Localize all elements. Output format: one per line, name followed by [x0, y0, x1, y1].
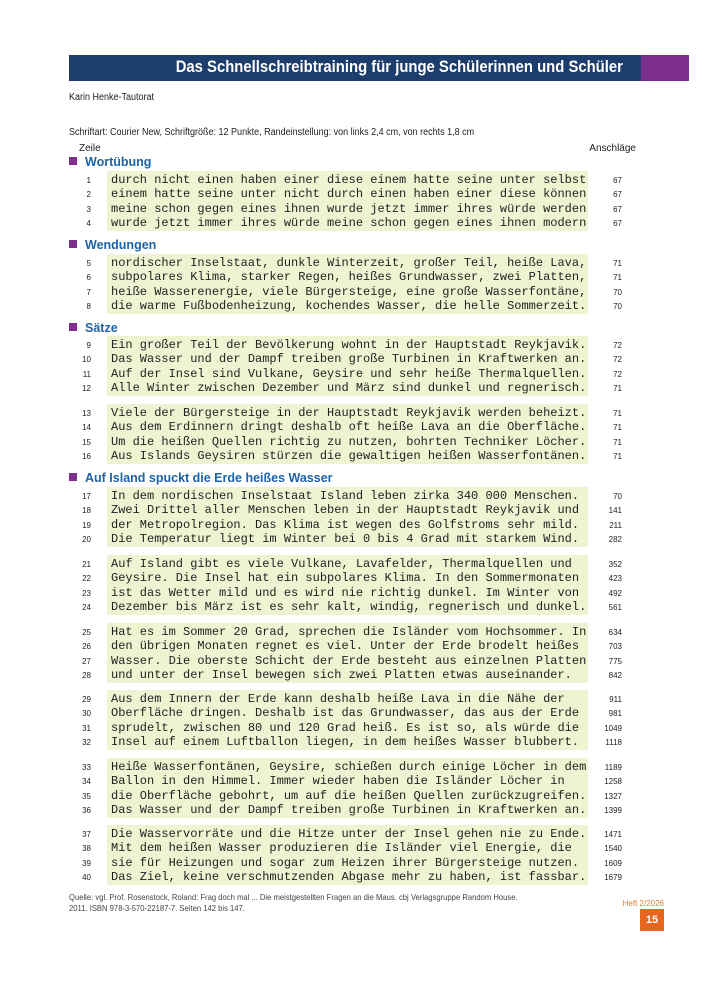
source-line-1: Quelle: vgl. Prof. Rosenstock, Roland: Frag doch mal ... Die meistgestellten Fragen an die Maus. cbj Verlagsgruppe Random House.: [69, 892, 518, 902]
stroke-count: 1540: [604, 844, 622, 854]
source-citation: [69, 892, 518, 914]
line-number: 24: [82, 602, 91, 612]
line-text: einem hatte seine unter nicht durch einen haben einer diese können: [111, 187, 587, 202]
exercise-line: [0, 668, 720, 682]
exercise-line: [0, 187, 720, 201]
stroke-count: 1399: [604, 805, 622, 815]
exercise-line: [0, 654, 720, 668]
stroke-count: 1471: [604, 830, 622, 839]
line-number: 7: [86, 287, 91, 297]
line-number: 5: [86, 259, 91, 268]
exercise-line: [0, 435, 720, 449]
line-text: Heiße Wasserfontänen, Geysire, schießen durch einige Löcher in dem: [111, 760, 587, 774]
stroke-count: 67: [613, 218, 622, 228]
line-text: die Oberfläche gebohrt, um auf die heißen Quellen zurückzugreifen.: [111, 788, 587, 803]
stroke-count: 71: [613, 383, 622, 393]
line-text: Aus dem Erdinnern dringt deshalb oft heiße Lava an die Oberfläche.: [111, 420, 587, 435]
line-text: nordischer Inselstaat, dunkle Winterzeit, großer Teil, heiße Lava,: [111, 256, 587, 270]
exercise-line: [0, 706, 720, 720]
stroke-count: 72: [613, 341, 622, 350]
line-number: 8: [86, 301, 91, 311]
exercise-line: [0, 367, 720, 381]
stroke-count: 67: [613, 204, 622, 214]
line-number: 19: [82, 520, 91, 530]
line-number: 36: [82, 805, 91, 815]
stroke-count: 282: [608, 534, 622, 544]
line-number: 13: [82, 409, 91, 418]
line-text: der Metropolregion. Das Klima ist wegen des Golfstroms sehr mild.: [111, 517, 580, 532]
exercise-line: [0, 639, 720, 653]
section-bullet-icon: [69, 473, 77, 481]
stroke-count: 70: [613, 287, 622, 297]
stroke-count: 71: [613, 437, 622, 447]
section-title-label: Wendungen: [85, 238, 157, 252]
line-number: 33: [82, 763, 91, 772]
line-text: Das Ziel, keine verschmutzenden Abgase mehr zu haben, ist fassbar.: [111, 869, 587, 884]
line-text: Ballon in den Himmel. Immer wieder haben die Isländer Löcher in: [111, 774, 565, 789]
line-text: Die Temperatur liegt im Winter bei 0 bis 4 Grad mit starkem Wind.: [111, 531, 580, 546]
stroke-count: 634: [608, 628, 622, 637]
exercise-line: [0, 827, 720, 841]
line-text: die warme Fußbodenheizung, kochendes Wasser, die helle Sommerzeit.: [111, 298, 587, 313]
stroke-count: 1327: [604, 791, 622, 801]
exercise-line: [0, 692, 720, 706]
stroke-count: 71: [613, 423, 622, 433]
line-text: In dem nordischen Inselstaat Island leben zirka 340 000 Menschen.: [111, 489, 580, 503]
exercise-line: [0, 518, 720, 532]
line-text: Die Wasservorräte und die Hitze unter der Insel gehen nie zu Ende.: [111, 827, 587, 841]
author: Karin Henke-Tautorat: [69, 92, 155, 103]
line-text: Aus dem Innern der Erde kann deshalb heiße Lava in die Nähe der: [111, 692, 565, 706]
exercise-line: [0, 256, 720, 270]
line-text: sie für Heizungen und sogar zum Heizen ihrer Bürgersteige nutzen.: [111, 855, 580, 870]
line-number: 12: [82, 383, 91, 393]
line-text: Alle Winter zwischen Dezember und März sind dunkel und regnerisch.: [111, 380, 587, 395]
line-text: wurde jetzt immer ihres würde meine schon gegen eines ihnen modern: [111, 215, 587, 230]
line-number: 18: [82, 506, 91, 516]
line-text: subpolares Klima, starker Regen, heißes Grundwasser, zwei Platten,: [111, 270, 587, 285]
stroke-count: 561: [608, 602, 622, 612]
font-settings-note: Schriftart: Courier New, Schriftgröße: 12 Punkte, Randeinstellung: von links 2,4 cm, von rechts 1,8 cm: [69, 127, 475, 138]
line-text: Auf der Insel sind Vulkane, Geysire und sehr heiße Thermalquellen.: [111, 366, 587, 381]
section-bullet-icon: [69, 240, 77, 248]
line-text: meine schon gegen eines ihnen wurde jetzt immer ihres würde werden: [111, 201, 587, 216]
line-number: 28: [82, 670, 91, 680]
exercise-line: [0, 449, 720, 463]
exercise-line: [0, 721, 720, 735]
exercise-line: [0, 503, 720, 517]
exercise-line: [0, 270, 720, 284]
line-number: 39: [82, 858, 91, 868]
exercise-line: [0, 789, 720, 803]
stroke-count: 70: [613, 301, 622, 311]
line-text: heiße Wasserenergie, viele Bürgersteige, eine große Wasserfontäne,: [111, 284, 587, 299]
line-number: 4: [86, 218, 91, 228]
line-text: Dezember bis März ist es sehr kalt, windig, regnerisch und dunkel.: [111, 599, 587, 614]
line-text: Das Wasser und der Dampf treiben große Turbinen in Kraftwerken an.: [111, 802, 587, 817]
line-number: 11: [82, 369, 91, 379]
exercise-line: [0, 557, 720, 571]
section-title: [69, 238, 156, 252]
exercise-line: [0, 600, 720, 614]
stroke-count: 1679: [604, 872, 622, 882]
stroke-count: 492: [608, 588, 622, 598]
exercise-line: [0, 420, 720, 434]
stroke-count: 141: [608, 506, 622, 516]
line-text: Wasser. Die oberste Schicht der Erde besteht aus einzelnen Platten: [111, 653, 587, 668]
stroke-count: 1189: [604, 763, 622, 772]
line-text: Viele der Bürgersteige in der Hauptstadt Reykjavik werden beheizt.: [111, 406, 587, 420]
stroke-count: 67: [613, 176, 622, 185]
line-text: Auf Island gibt es viele Vulkane, Lavafelder, Thermalquellen und: [111, 557, 572, 571]
exercise-line: [0, 586, 720, 600]
line-text: sprudelt, zwischen 80 und 120 Grad heiß. Es ist so, als würde die: [111, 720, 580, 735]
section-title: [69, 321, 118, 335]
line-text: Um die heißen Quellen richtig zu nutzen, bohrten Techniker Löcher.: [111, 434, 587, 449]
stroke-count: 703: [608, 642, 622, 652]
stroke-count: 70: [613, 492, 622, 501]
section-title: [69, 471, 333, 485]
exercise-line: [0, 735, 720, 749]
column-header-strokes: Anschläge: [589, 143, 636, 154]
stroke-count: 842: [608, 670, 622, 680]
exercise-line: [0, 774, 720, 788]
exercise-line: [0, 532, 720, 546]
line-number: 15: [82, 437, 91, 447]
line-text: ist das Wetter mild und es wird nie richtig dunkel. Im Winter von: [111, 585, 580, 600]
exercise-line: [0, 352, 720, 366]
section-title: [69, 155, 151, 169]
line-number: 16: [82, 451, 91, 461]
line-number: 40: [82, 872, 91, 882]
line-text: Ein großer Teil der Bevölkerung wohnt in der Hauptstadt Reykjavik.: [111, 338, 587, 352]
exercise-line: [0, 571, 720, 585]
line-text: Insel auf einem Luftballon liegen, in dem heißes Wasser blubbert.: [111, 734, 580, 749]
page-title: Das Schnellschreibtraining für junge Schülerinnen und Schüler: [175, 58, 623, 76]
line-number: 20: [82, 534, 91, 544]
stroke-count: 71: [613, 259, 622, 268]
exercise-line: [0, 299, 720, 313]
section-bullet-icon: [69, 323, 77, 331]
stroke-count: 72: [613, 355, 622, 365]
title-banner: [69, 55, 689, 81]
line-number: 23: [82, 588, 91, 598]
stroke-count: 71: [613, 451, 622, 461]
line-text: Das Wasser und der Dampf treiben große Turbinen in Kraftwerken an.: [111, 352, 587, 367]
line-number: 10: [82, 355, 91, 365]
issue-label: Heft 2/2026: [622, 899, 664, 908]
stroke-count: 1118: [605, 737, 622, 747]
stroke-count: 71: [613, 409, 622, 418]
stroke-count: 1258: [604, 777, 622, 787]
line-number: 37: [82, 830, 91, 839]
line-number: 35: [82, 791, 91, 801]
exercise-line: [0, 338, 720, 352]
exercise-line: [0, 202, 720, 216]
line-text: den übrigen Monaten regnet es viel. Unter der Erde brodelt heißes: [111, 639, 580, 654]
stroke-count: 71: [613, 273, 622, 283]
line-text: Mit dem heißen Wasser produzieren die Isländer viel Energie, die: [111, 841, 572, 856]
line-number: 27: [82, 656, 91, 666]
section-title-label: Auf Island spuckt die Erde heißes Wasser: [85, 471, 333, 485]
exercise-line: [0, 285, 720, 299]
line-number: 26: [82, 642, 91, 652]
exercise-line: [0, 841, 720, 855]
exercise-line: [0, 856, 720, 870]
exercise-line: [0, 381, 720, 395]
line-number: 31: [82, 723, 91, 733]
exercise-line: [0, 489, 720, 503]
column-header-line: Zeile: [79, 143, 101, 154]
line-number: 22: [82, 574, 91, 584]
exercise-line: [0, 216, 720, 230]
stroke-count: 1049: [604, 723, 622, 733]
line-number: 9: [86, 341, 91, 350]
exercise-line: [0, 173, 720, 187]
line-number: 30: [82, 709, 91, 719]
line-number: 38: [82, 844, 91, 854]
line-text: Geysire. Die Insel hat ein subpolares Klima. In den Sommermonaten: [111, 571, 580, 586]
line-number: 6: [86, 273, 91, 283]
stroke-count: 72: [613, 369, 622, 379]
stroke-count: 911: [609, 695, 622, 704]
line-number: 25: [82, 628, 91, 637]
source-line-2: 2011. ISBN 978-3-570-22187-7. Seiten 142 bis 147.: [69, 903, 245, 913]
section-title-label: Wortübung: [85, 155, 152, 169]
line-number: 14: [82, 423, 91, 433]
stroke-count: 211: [609, 520, 622, 530]
line-text: Aus Islands Geysiren stürzen die gewaltigen heißen Wasserfontänen.: [111, 448, 587, 463]
line-text: durch nicht einen haben einer diese einem hatte seine unter selbst: [111, 173, 587, 187]
line-number: 2: [86, 190, 91, 200]
page-number: 15: [640, 909, 664, 931]
exercise-line: [0, 870, 720, 884]
line-number: 21: [82, 560, 91, 569]
section-bullet-icon: [69, 157, 77, 165]
line-text: Hat es im Sommer 20 Grad, sprechen die Isländer vom Hochsommer. In: [111, 625, 587, 639]
line-number: 34: [82, 777, 91, 787]
exercise-line: [0, 760, 720, 774]
banner-accent: [641, 55, 689, 81]
line-number: 3: [86, 204, 91, 214]
stroke-count: 67: [613, 190, 622, 200]
stroke-count: 981: [608, 709, 622, 719]
line-number: 32: [82, 737, 91, 747]
stroke-count: 1609: [604, 858, 622, 868]
line-text: Zwei Drittel aller Menschen leben in der Hauptstadt Reykjavik und: [111, 503, 580, 518]
line-number: 29: [82, 695, 91, 704]
line-number: 17: [82, 492, 91, 501]
stroke-count: 423: [608, 574, 622, 584]
exercise-line: [0, 803, 720, 817]
line-number: 1: [86, 176, 91, 185]
exercise-line: [0, 625, 720, 639]
line-text: Oberfläche dringen. Deshalb ist das Grundwasser, das aus der Erde: [111, 706, 580, 721]
line-text: und unter der Insel bewegen sich zwei Platten etwas auseinander.: [111, 667, 572, 682]
exercise-line: [0, 406, 720, 420]
section-title-label: Sätze: [85, 321, 118, 335]
stroke-count: 352: [608, 560, 622, 569]
stroke-count: 775: [608, 656, 622, 666]
